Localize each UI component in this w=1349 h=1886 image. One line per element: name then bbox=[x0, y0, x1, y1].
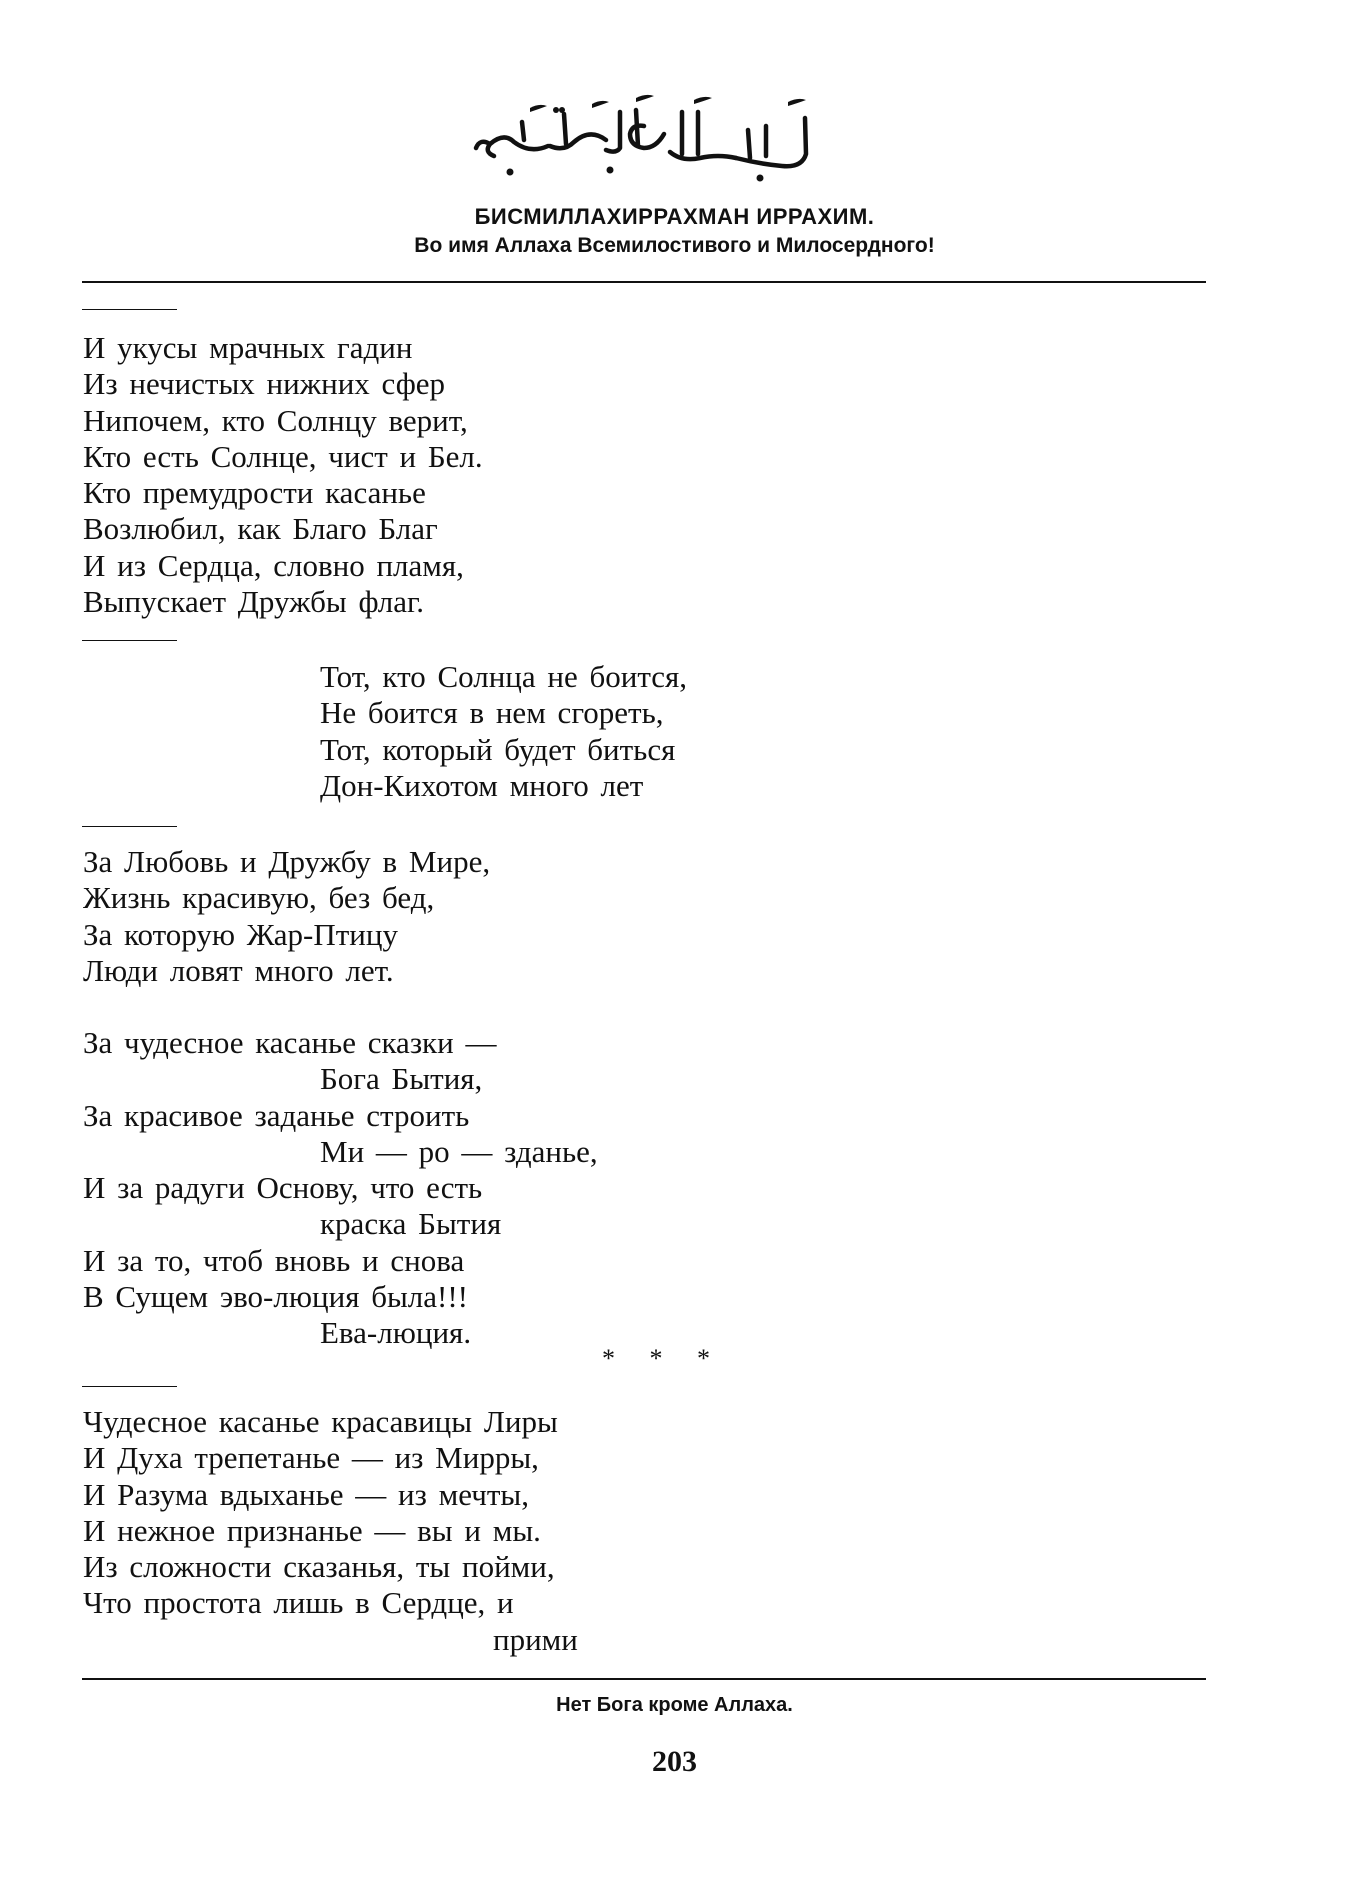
stanza-divider bbox=[82, 640, 177, 641]
verse-line: Дон-Кихотом много лет bbox=[320, 767, 644, 803]
verse-line: За чудесное касанье сказки — bbox=[83, 1025, 497, 1060]
stanza-5 bbox=[83, 1404, 578, 1658]
verse-line: Из нечистых нижних сфер bbox=[83, 366, 446, 402]
verse-line: И за то, чтоб вновь и снова bbox=[83, 1242, 465, 1278]
stanza-2 bbox=[83, 659, 687, 804]
verse-line: Кто есть Солнце, чист и Бел. bbox=[83, 438, 483, 474]
stanza-divider bbox=[82, 826, 177, 827]
verse-line: И Разума вдыханье — из мечты, bbox=[83, 1476, 529, 1512]
verse-line: Тот, который будет биться bbox=[320, 731, 676, 767]
verse-line: Что простота лишь в Сердце, и bbox=[83, 1585, 514, 1621]
verse-line: краска Бытия bbox=[320, 1206, 502, 1242]
footer-divider bbox=[82, 1678, 1206, 1680]
verse-line: И Духа трепетанье — из Мирры, bbox=[83, 1440, 539, 1476]
stanza-1 bbox=[83, 330, 483, 620]
header-title: БИСМИЛЛАХИРРАХМАН ИРРАХИМ. bbox=[474, 204, 875, 229]
verse-line: Ева-люция. bbox=[320, 1315, 472, 1351]
verse-line: За которую Жар-Птицу bbox=[83, 916, 398, 952]
verse-line: За красивое заданье строить bbox=[83, 1097, 470, 1133]
footer-text: Нет Бога кроме Аллаха. bbox=[556, 1694, 793, 1716]
verse-line: Люди ловят много лет. bbox=[83, 952, 394, 988]
verse-line: Жизнь красивую, без бед, bbox=[83, 880, 435, 916]
verse-line: И укусы мрачных гадин bbox=[83, 330, 413, 365]
header-divider bbox=[82, 281, 1206, 283]
verse-line: И из Сердца, словно пламя, bbox=[83, 547, 464, 583]
verse-line: За Любовь и Дружбу в Мире, bbox=[83, 844, 491, 879]
verse-line: Нипочем, кто Солнцу верит, bbox=[83, 402, 468, 438]
section-separator: * * * bbox=[602, 1344, 724, 1373]
verse-line: Ми — ро — зданье, bbox=[320, 1133, 598, 1169]
verse-line: Чудесное касанье красавицы Лиры bbox=[83, 1404, 558, 1439]
stanza-divider bbox=[82, 1386, 177, 1387]
verse-line: В Сущем эво-люция была!!! bbox=[83, 1279, 468, 1315]
stanza-3 bbox=[83, 844, 490, 989]
bismillah-calligraphy-icon bbox=[460, 88, 820, 188]
verse-line: Тот, кто Солнца не боится, bbox=[320, 659, 688, 694]
verse-line: Возлюбил, как Благо Благ bbox=[83, 511, 438, 547]
verse-line: И нежное признанье — вы и мы. bbox=[83, 1512, 541, 1548]
stanza-4 bbox=[83, 1025, 598, 1352]
verse-line: Выпускает Дружбы флаг. bbox=[83, 584, 424, 620]
stanza-divider bbox=[82, 309, 177, 310]
verse-line: Не боится в нем сгореть, bbox=[320, 695, 664, 731]
verse-line: Бога Бытия, bbox=[320, 1061, 483, 1097]
page-number: 203 bbox=[652, 1745, 697, 1778]
verse-line: Кто премудрости касанье bbox=[83, 475, 426, 511]
header-subtitle: Во имя Аллаха Всемилостивого и Милосердного! bbox=[414, 234, 935, 257]
verse-line: прими bbox=[493, 1621, 578, 1657]
verse-line: И за радуги Основу, что есть bbox=[83, 1170, 483, 1206]
verse-line: Из сложности сказанья, ты пойми, bbox=[83, 1549, 555, 1585]
